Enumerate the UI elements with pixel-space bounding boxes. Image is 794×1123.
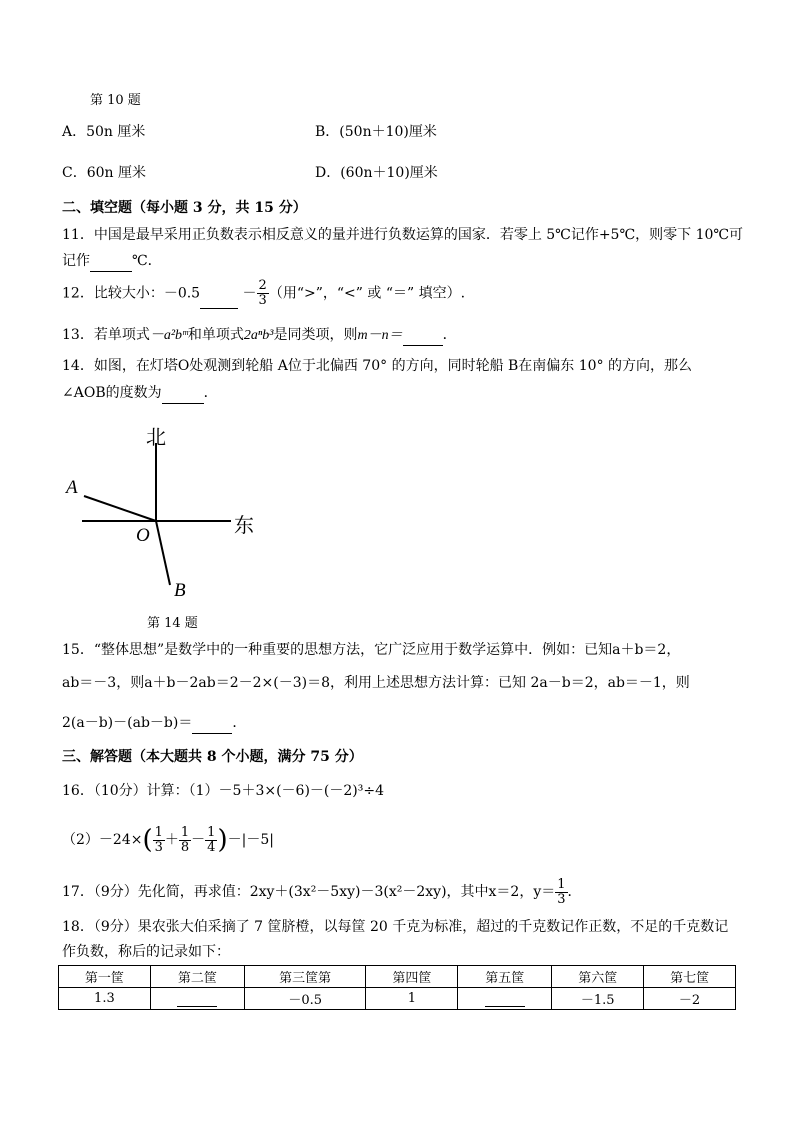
table-header-cell: 第六筐	[552, 966, 644, 988]
q11-line1: 11．中国是最早采用正负数表示相反意义的量并进行负数运算的国家．若零上 5℃记作+5℃，则零下 10℃可	[62, 227, 744, 243]
q13-expr: m－n＝	[357, 328, 403, 343]
q10-caption: 第 10 题	[90, 93, 141, 108]
q12-minus: －	[242, 285, 257, 302]
q10-option-a: A．50n 厘米	[62, 124, 146, 140]
q13-text-c: 是同类项，则	[273, 327, 358, 343]
q10-option-b: B．(50n＋10)厘米	[315, 124, 437, 140]
section3-title: 三、解答题（本大题共 8 个小题，满分 75 分）	[62, 749, 363, 765]
q15-expr: 2(a－b)－(ab－b)＝	[62, 715, 193, 731]
q16-part2	[62, 820, 274, 860]
q14-end: ．	[203, 385, 218, 401]
q16-part2-suffix: －|－5|	[227, 832, 274, 848]
q13-mono1: －a²bᵐ	[149, 328, 188, 343]
q17-y-den: 3	[557, 891, 566, 907]
q17-text: 17．（9分）先化简，再求值：2xy＋(3x²－5xy)－3(x²－2xy)，其中x＝2，y＝	[62, 884, 556, 900]
ray-ob	[156, 521, 170, 585]
q10-option-c: C．60n 厘米	[62, 165, 146, 181]
q16-right-paren: )	[217, 825, 228, 855]
q12-line	[62, 279, 465, 309]
q12-prefix: 12．比较大小：－0.5	[62, 285, 201, 302]
q14-line2	[62, 383, 218, 404]
q12-suffix: （用“>”，“<” 或 “＝” 填空）.	[268, 285, 466, 302]
answer-blank	[485, 991, 525, 1007]
q15-line2: ab＝－3，则a＋b－2ab＝2－2×(－3)＝8，利用上述思想方法计算：已知 2a－b＝2，ab＝－1，则	[62, 675, 690, 691]
q13-text-b: 和单项式	[187, 327, 244, 343]
q16-frac3-num: 1	[207, 824, 216, 840]
table-header-cell: 第一筐	[59, 966, 151, 988]
q17-y-num: 1	[557, 876, 566, 892]
table-cell: 1.3	[59, 988, 151, 1010]
q16-minus: －	[191, 832, 206, 848]
q12-answer-blank	[200, 280, 238, 309]
q14-figure	[66, 413, 266, 608]
q16-frac1	[153, 826, 165, 855]
q17-end: ．	[567, 884, 582, 900]
q14-text: ∠AOB的度数为	[62, 385, 162, 401]
q16-frac1-num: 1	[154, 824, 163, 840]
label-o: O	[136, 525, 150, 546]
q13-answer-blank	[403, 325, 443, 346]
q11-text: 记作	[62, 253, 90, 269]
table-cell: －1.5	[552, 988, 644, 1010]
table-row	[59, 988, 736, 1010]
q14-answer-blank	[162, 383, 204, 404]
q17-line	[62, 876, 582, 908]
q11-unit: ℃．	[132, 253, 162, 269]
label-east: 东	[234, 513, 254, 537]
q16-frac3	[205, 826, 217, 855]
q17-y-fraction	[555, 878, 567, 907]
q16-frac2-num: 1	[180, 824, 190, 840]
q15-line1: 15．“整体思想”是数学中的一种重要的思想方法，它广泛应用于数学运算中．例如：已知a＋b＝2，	[62, 642, 681, 658]
q11-line2	[62, 251, 162, 272]
q14-caption: 第 14 题	[147, 616, 198, 631]
q15-line3	[62, 713, 246, 734]
q16-part1: 16．（10分）计算：（1）－5＋3×(－6)－(－2)³÷4	[62, 783, 384, 799]
q16-plus: ＋	[164, 832, 179, 848]
q12-num: 2	[258, 278, 267, 293]
q11-answer-blank	[90, 251, 132, 272]
table-header-cell: 第七筐	[644, 966, 736, 988]
q16-frac2-den: 8	[180, 839, 190, 855]
q15-answer-blank	[192, 713, 232, 734]
q13-mono2: 2aⁿb³	[243, 328, 274, 343]
label-north: 北	[146, 425, 166, 449]
record-table	[58, 965, 736, 1010]
q13-end: ．	[442, 327, 457, 343]
q12-den: 3	[258, 293, 267, 308]
table-cell: －2	[644, 988, 736, 1010]
q16-frac3-den: 4	[207, 839, 216, 855]
table-cell-blank	[458, 988, 552, 1010]
section2-title: 二、填空题（每小题 3 分，共 15 分）	[62, 200, 307, 216]
table-header-cell: 第三筐第	[244, 966, 366, 988]
label-a: A	[66, 477, 78, 498]
table-header-row	[59, 966, 736, 988]
label-b: B	[174, 580, 186, 601]
q15-end: ．	[232, 715, 247, 731]
q12-fraction	[257, 279, 269, 308]
answer-blank	[177, 991, 217, 1007]
q16-part2-prefix: （2）－24×	[62, 832, 143, 848]
table-cell: 1	[366, 988, 458, 1010]
q18-line1: 18．（9分）果农张大伯采摘了 7 筐脐橙，以每筐 20 千克为标准，超过的千克数记作正数，不足的千克数记	[62, 919, 729, 935]
q10-option-d: D．(60n＋10)厘米	[315, 165, 438, 181]
q16-frac2	[179, 826, 191, 855]
q16-frac1-den: 3	[154, 839, 163, 855]
table-header-cell: 第五筐	[458, 966, 552, 988]
q13-line	[62, 325, 457, 346]
q14-line1: 14．如图，在灯塔O处观测到轮船 A位于北偏西 70° 的方向，同时轮船 B在南偏东 10° 的方向，那么	[62, 358, 693, 374]
q16-left-paren: (	[142, 825, 153, 855]
table-cell-blank	[150, 988, 244, 1010]
table-header-cell: 第四筐	[366, 966, 458, 988]
table-cell: －0.5	[244, 988, 366, 1010]
q18-line2: 作负数，称后的记录如下：	[62, 944, 230, 960]
q13-text-a: 13．若单项式	[62, 327, 150, 343]
ray-oa	[84, 496, 156, 521]
table-header-cell: 第二筐	[150, 966, 244, 988]
